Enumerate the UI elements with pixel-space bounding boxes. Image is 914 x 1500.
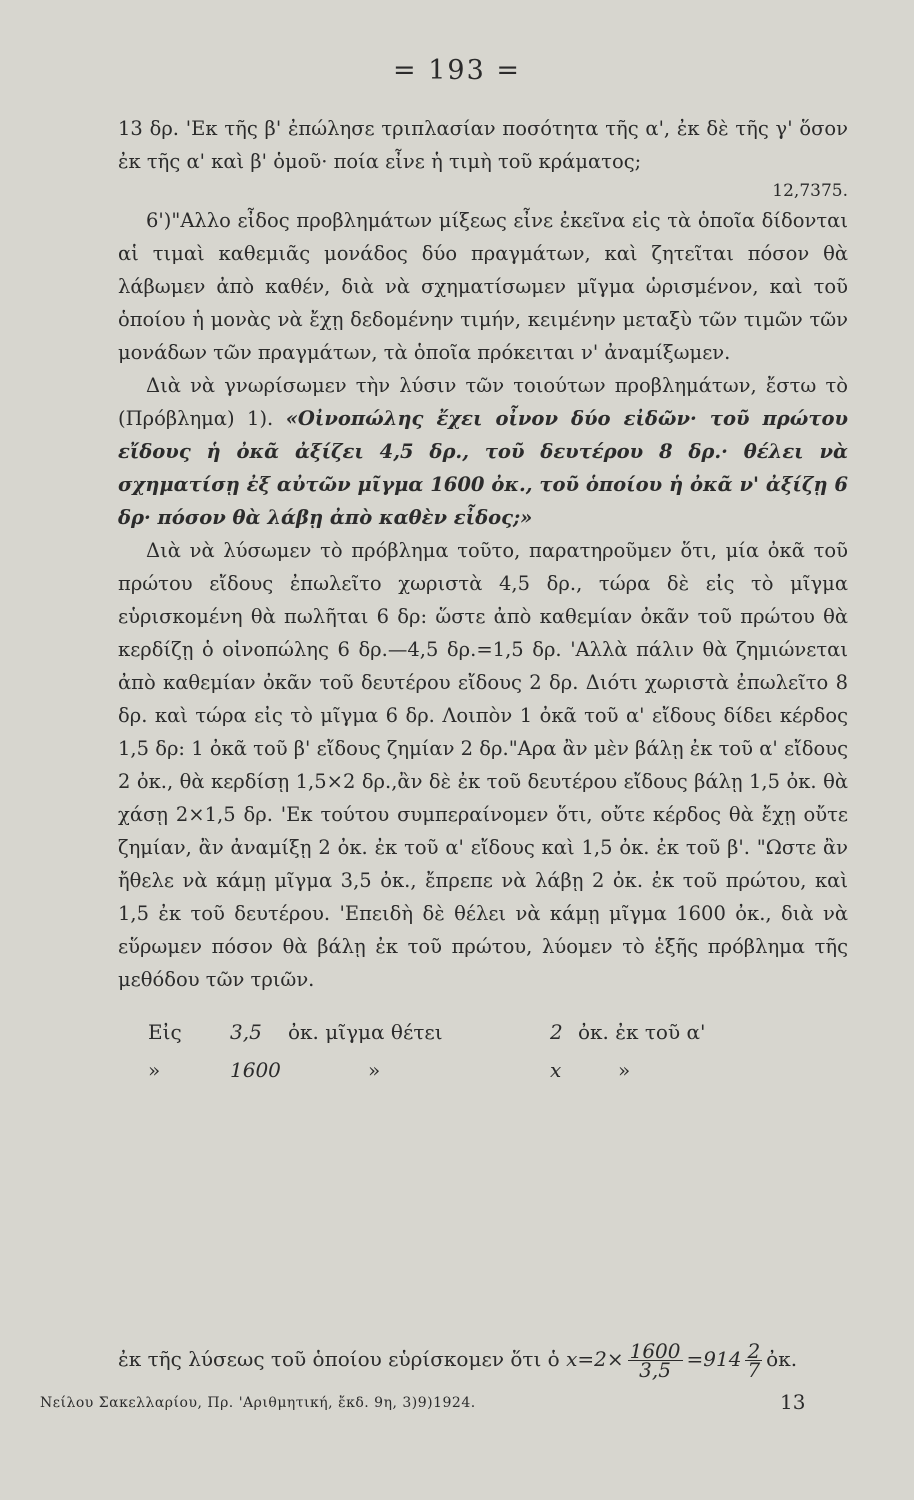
prop-r2c5: » bbox=[618, 1058, 631, 1082]
paragraph-4: Διὰ νὰ λύσωμεν τὸ πρόβλημα τοῦτο, παρατηροῦμεν ὅτι, μία ὀκᾶ τοῦ πρώτου εἴδους ἐπωλεῖτο χωριστὰ 4,5 δρ., τώρα δὲ εἰς τὸ μῖγμα εὑρισκομένη θὰ πωλῆται 6 δρ: ὥστε ἀπὸ καθεμίαν ὀκᾶν τοῦ πρώτου θὰ κερδίζῃ ὁ οἰνοπώλης 6 δρ.—4,5 δρ.=1,5 δρ. 'Αλλὰ πάλιν θὰ ζημιώνεται ἀπὸ καθεμίαν ὀκᾶν τοῦ δευτέρου εἴδους 2 δρ. Διότι χωριστὰ ἐπωλεῖτο 8 δρ. καὶ τώρα εἰς τὸ μῖγμα 6 δρ. Λοιπὸν 1 ὀκᾶ τοῦ α' εἴδους δίδει κέρδος 1,5 δρ: 1 ὀκᾶ τοῦ β' εἴδους ζημίαν 2 δρ."Αρα ἂν μὲν βάλῃ ἐκ τοῦ α' εἴδους 2 ὀκ., θὰ κερδίσῃ 1,5×2 δρ.,ἂν δὲ ἐκ τοῦ δευτέρου εἴδους βάλῃ 1,5 ὀκ. θὰ χάσῃ 2×1,5 δρ. 'Εκ τούτου συμπεραίνομεν ὅτι, οὔτε κέρδος θὰ ἔχῃ οὔτε ζημίαν, ἂν ἀναμίξῃ 2 ὀκ. ἐκ τοῦ α' εἴδους καὶ 1,5 ὀκ. ἐκ τοῦ β'. "Ωστε ἂν ἤθελε νὰ κάμῃ μῖγμα 3,5 ὀκ., ἔπρεπε νὰ λάβῃ 2 ὀκ. ἐκ τοῦ πρώτου, καὶ 1,5 ἐκ τοῦ δευτέρου. 'Επειδὴ δὲ θέλει νὰ κάμῃ μῖγμα 1600 ὀκ., διὰ νὰ εὕρωμεν πόσον θὰ βάλῃ ἐκ τοῦ πρώτου, λύομεν τὸ ἑξῆς πρόβλημα τῆς μεθόδου τῶν τριῶν. bbox=[118, 539, 848, 991]
paragraph-2: 6')"Αλλο εἶδος προβλημάτων μίξεως εἶνε ἐκεῖνα εἰς τὰ ὁποῖα δίδονται αἱ τιμαὶ καθεμιᾶς μονάδος δύο πραγμάτων, καὶ ζητεῖται πόσον θὰ λάβωμεν ἀπὸ καθέν, διὰ νὰ σχηματίσωμεν μῖγμα ὡρισμένον, καὶ τοῦ ὁποίου ἡ μονὰς νὰ ἔχῃ δεδομένην τιμήν, κειμένην μεταξὺ τῶν τιμῶν τῶν μονάδων τῶν πραγμάτων, τὰ ὁποῖα πρόκειται ν' ἀναμίξωμεν. bbox=[118, 209, 848, 364]
formula-unit: ὀκ. bbox=[766, 1347, 798, 1371]
paragraph-3 bbox=[118, 369, 848, 534]
prop-r2c1: » bbox=[148, 1058, 161, 1082]
fraction-denominator: 3,5 bbox=[639, 1358, 671, 1382]
body-text bbox=[118, 112, 848, 1086]
fraction-numerator: 1600 bbox=[629, 1339, 681, 1363]
prop-r1c5: ὀκ. ἐκ τοῦ α' bbox=[578, 1020, 706, 1044]
formula-lhs: x=2× bbox=[566, 1347, 624, 1371]
formula-text: ἐκ τῆς λύσεως τοῦ ὁποίου εὑρίσκομεν ὅτι ὁ bbox=[118, 1347, 560, 1371]
fraction bbox=[628, 1339, 683, 1382]
prop-r2c2: 1600 bbox=[230, 1058, 281, 1082]
prop-r2c4: x bbox=[550, 1058, 562, 1082]
prop-r1c2: 3,5 bbox=[230, 1020, 262, 1044]
prop-r2c3: » bbox=[368, 1058, 381, 1082]
signature-mark: 13 bbox=[780, 1390, 806, 1414]
prop-r1c1: Εἰς bbox=[148, 1020, 182, 1044]
proportion-table bbox=[118, 1006, 848, 1086]
solution-formula bbox=[118, 1339, 798, 1382]
mixed-fraction bbox=[745, 1339, 762, 1382]
paragraph-1: 13 δρ. 'Εκ τῆς β' ἐπώλησε τριπλασίαν ποσότητα τῆς α', ἐκ δὲ τῆς γ' ὅσον ἐκ τῆς α' καὶ β' ὁμοῦ· ποία εἶνε ἡ τιμὴ τοῦ κράματος; bbox=[118, 117, 848, 173]
answer-value: 12,7375. bbox=[772, 181, 848, 201]
footer-citation: Νείλου Σακελλαρίου, Πρ. 'Αριθμητική, ἔκδ. 9η, 3)9)1924. bbox=[40, 1395, 476, 1411]
mixed-numerator: 2 bbox=[747, 1339, 761, 1363]
mixed-denominator: 7 bbox=[747, 1358, 761, 1382]
prop-r1c4: 2 bbox=[550, 1020, 563, 1044]
problem-statement: «Οἰνοπώλης ἔχει οἶνον δύο εἰδῶν· τοῦ πρώτου εἴδους ἡ ὀκᾶ ἀξίζει 4,5 δρ., τοῦ δευτέρου 8 δρ.· θέλει νὰ σχηματίσῃ ἐξ αὐτῶν μῖγμα 1600 ὀκ., τοῦ ὁποίου ἡ ὀκᾶ ν' ἀξίζῃ 6 δρ· πόσον θὰ λάβῃ ἀπὸ καθὲν εἶδος;» bbox=[118, 407, 848, 529]
prop-r1c3: ὀκ. μῖγμα θέτει bbox=[288, 1020, 443, 1044]
formula-result: =914 bbox=[686, 1347, 742, 1371]
page-number-header: = 193 = bbox=[393, 55, 521, 86]
problem-intro: Διὰ νὰ γνωρίσωμεν τὴν λύσιν τῶν τοιούτων προβλημάτων, ἔστω τὸ (Πρόβλημα) 1). bbox=[118, 374, 848, 430]
